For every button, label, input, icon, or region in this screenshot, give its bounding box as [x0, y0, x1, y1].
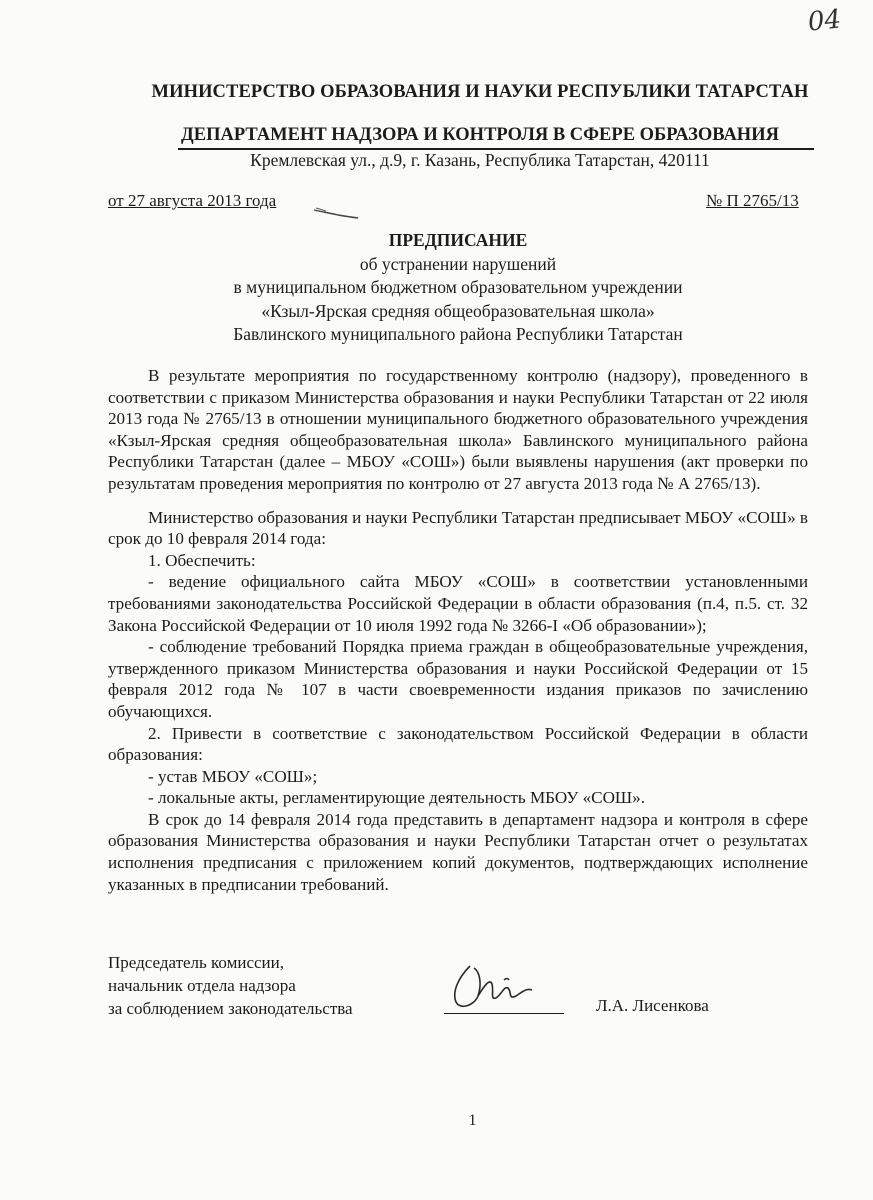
document-date: от 27 августа 2013 года — [108, 191, 277, 210]
title-line-2: в муниципальном бюджетном образовательном учреждении — [233, 277, 683, 297]
item-2-charter: - устав МБОУ «СОШ»; — [148, 766, 318, 786]
signer-title-3: за соблюдением законодательства — [108, 999, 353, 1018]
title-line-3: «Кзыл-Ярская средняя общеобразовательная школа» — [261, 300, 655, 321]
signer-block — [108, 951, 353, 1020]
paragraph-report-deadline: В срок до 14 февраля 2014 года представить в департамент надзора и контроля в сфере образования Министерства образования и науки Республики Татарстан отчет о результатах исполнения предписания с приложением копий документов, подтверждающих исполнение указанных в предписании требований. — [108, 809, 808, 894]
signer-title-2: начальник отдела надзора — [108, 976, 296, 995]
ministry-heading: МИНИСТЕРСТВО ОБРАЗОВАНИЯ И НАУКИ РЕСПУБЛИКИ ТАТАРСТАН — [151, 82, 809, 102]
title-line-1: об устранении нарушений — [359, 253, 557, 274]
signer-name: Л.А. Лисенкова — [596, 996, 709, 1015]
item-2-heading: 2. Привести в соответствие с законодательством Российской Федерации в области образования: — [108, 723, 808, 765]
title-line-4: Бавлинского муниципального района Республики Татарстан — [233, 324, 683, 344]
handwritten-page-mark: 04 — [806, 4, 843, 38]
paragraph-prescribes: Министерство образования и науки Республики Татарстан предписывает МБОУ «СОШ» в срок до 10 февраля 2014 года: — [108, 507, 808, 549]
item-1-website: - ведение официального сайта МБОУ «СОШ» в соответствии установленными требованиями законодательства Российской Федерации в области образования (п.4, п.5. ст. 32 Закона Российской Федерации от 10 июля 1992 года № 3266-I «Об образовании»); — [108, 572, 808, 635]
item-1-heading: 1. Обеспечить: — [148, 550, 256, 570]
item-1-admission: - соблюдение требований Порядка приема граждан в общеобразовательные учреждения, утвержденного приказом Министерства образования и науки Российской Федерации от 15 февраля 2012 года № 107 в части своевременности издания приказов по зачислению обучающихся. — [108, 637, 808, 721]
prescription-title: ПРЕДПИСАНИЕ — [388, 230, 528, 250]
paragraph-findings: В результате мероприятия по государственному контролю (надзору), проведенного в соответствии с приказом Министерства образования и науки Республики Татарстан от 22 июля 2013 года № 2765/13 в отношении муниципального бюджетного образовательного учреждения «Кзыл-Ярская средняя общеобразовательная школа» Бавлинского муниципального района Республики Татарстан (далее – МБОУ «СОШ») были выявлены нарушения (акт проверки по результатам проведения мероприятия по контролю от 27 августа 2013 года № А 2765/13). — [108, 366, 808, 493]
handwritten-signature — [444, 958, 564, 1014]
document-body — [108, 365, 808, 895]
item-2-local-acts: - локальные акты, регламентирующие деятельность МБОУ «СОШ». — [148, 788, 645, 808]
ink-scribble-mark — [312, 206, 360, 220]
page-number: 1 — [468, 1112, 477, 1129]
prescription-title-block — [108, 229, 808, 347]
department-heading: ДЕПАРТАМЕНТ НАДЗОРА И КОНТРОЛЯ В СФЕРЕ ОБРАЗОВАНИЯ — [181, 125, 779, 145]
signature-line — [444, 1013, 564, 1014]
signer-title-1: Председатель комиссии, — [108, 953, 285, 972]
address-line: Кремлевская ул., д.9, г. Казань, Республика Татарстан, 420111 — [250, 150, 710, 170]
document-number: № П 2765/13 — [706, 191, 799, 210]
